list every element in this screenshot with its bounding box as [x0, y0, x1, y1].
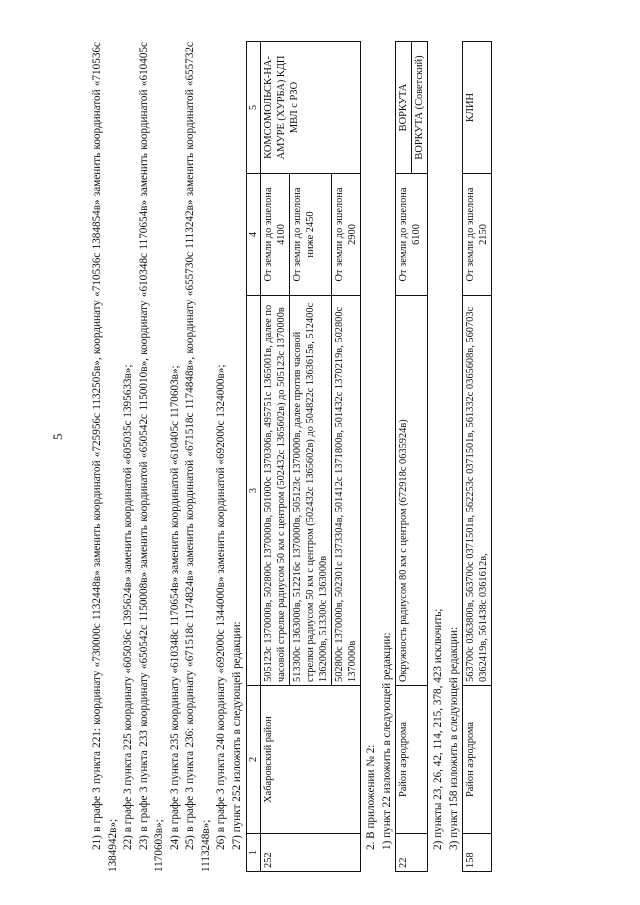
coordinates-cell: 505123с 1370000в, 502800с 1370000в, 501000с 1370306в, 495751с 1365001в, далее по часовой стрелке радиусом 50 км с центром (502432с 1365602в) до 505123с 1370000в: [261, 296, 290, 686]
item-number: 158: [463, 834, 492, 872]
region-name: Район аэродрома: [463, 686, 492, 834]
region-name: Хабаровский район: [261, 686, 361, 834]
header-col-3: 3: [247, 296, 261, 686]
header-col-4: 4: [247, 174, 261, 296]
atc-unit-cell: КОМСОМОЛЬСК-НА-АМУРЕ (ХУРБА) КДП МВЛ с РЗО: [261, 42, 361, 174]
header-col-1: 1: [247, 834, 261, 872]
table-row: [396, 42, 412, 872]
table-header-row: [247, 42, 261, 872]
header-col-5: 5: [247, 42, 261, 174]
table-row: [463, 42, 492, 872]
amendment-21: 21) в графе 3 пункта 221: координату «730000с 1132448в» заменить координатой «725956с 1132505в», координату «710536с 1384854в» заменить координатой «710536с 1384942в»;: [91, 42, 119, 872]
amendment-25: 25) в графе 3 пункта 236: координату «671518с 1174824в» заменить координатой «671518с 1174848в», координату «655730с 1113242в» заменить координатой «655732с 1113248в»;: [184, 42, 212, 872]
altitude-cell: От земли до эшелона 2900: [332, 174, 361, 296]
page-number: 5: [50, 433, 65, 440]
altitude-cell: От земли до эшелона ниже 2450: [290, 174, 332, 296]
atc-unit-cell: ВОРКУТА: [396, 42, 412, 174]
coordinates-cell: 513300с 1363000в, 512216с 1370000в, 505123с 1370000в, далее против часовой стрелки радиусом 50 км с центром (502432с 1365602в) до 504822с 1363615в, 512400с 1362000в, 513300с 1363000в: [290, 296, 332, 686]
region-name: Район аэродрома: [396, 686, 428, 834]
amendment-24: 24) в графе 3 пункта 235 координату «610348с 1170654в» заменить координатой «610405с 1170603в»;: [168, 365, 181, 850]
atc-unit-cell: КЛИН: [463, 42, 492, 174]
header-col-2: 2: [247, 686, 261, 834]
section-2-title: 2. В приложении № 2:: [365, 744, 377, 850]
coordinates-cell: 502800с 1370000в, 502301с 1373304в, 501412с 1371800в, 501432с 1370219в, 502800с 1370000в: [332, 296, 361, 686]
altitude-cell: От земли до эшелона 4100: [261, 174, 290, 296]
altitude-cell: От земли до эшелона 6100: [396, 174, 428, 296]
table-item-252: [246, 41, 361, 872]
section-2-item-3: 3) пункт 158 изложить в следующей редакции:: [447, 626, 460, 850]
item-number: 22: [396, 834, 428, 872]
atc-unit-cell-secondary: ВОРКУТА (Советский): [412, 42, 428, 174]
altitude-cell: От земли до эшелона 2150: [463, 174, 492, 296]
section-2-item-2: 2) пункты 23, 26, 42, 114, 215, 378, 423 исключить;: [432, 608, 444, 850]
rotated-document-body: [90, 42, 560, 872]
amendment-22: 22) в графе 3 пункта 225 координату «605036с 1395624в» заменить координатой «605035с 1395633в»;: [122, 364, 134, 850]
amendment-list: [90, 42, 245, 872]
table-item-22: [395, 41, 428, 872]
table-item-158: [462, 41, 492, 872]
coordinates-cell: Окружность радиусом 80 км с центром (672918с 0635924в): [396, 296, 428, 686]
item-number: 252: [261, 834, 361, 872]
amendment-23: 23) в графе 3 пункта 233 координату «650542с 1150008в» заменить координатой «650542с 1150010в», координату «610348с 1170654в» заменить координатой «610405с 1170603в»;: [137, 42, 165, 872]
section-2-item-1: 1) пункт 22 изложить в следующей редакции:: [380, 632, 393, 850]
amendment-27: 27) пункт 252 изложить в следующей редакции:: [230, 621, 243, 850]
coordinates-cell: 563700с 0363800в, 563700с 0371501в, 562253с 0371501в, 561332с 0365608в, 560703с 0362419в, 561438с 0361612в,: [463, 296, 492, 686]
amendment-26: 26) в графе 3 пункта 240 координату «692000с 1344000в» заменить координатой «692000с 1324000в»;: [215, 364, 227, 850]
table-row: [261, 42, 290, 872]
